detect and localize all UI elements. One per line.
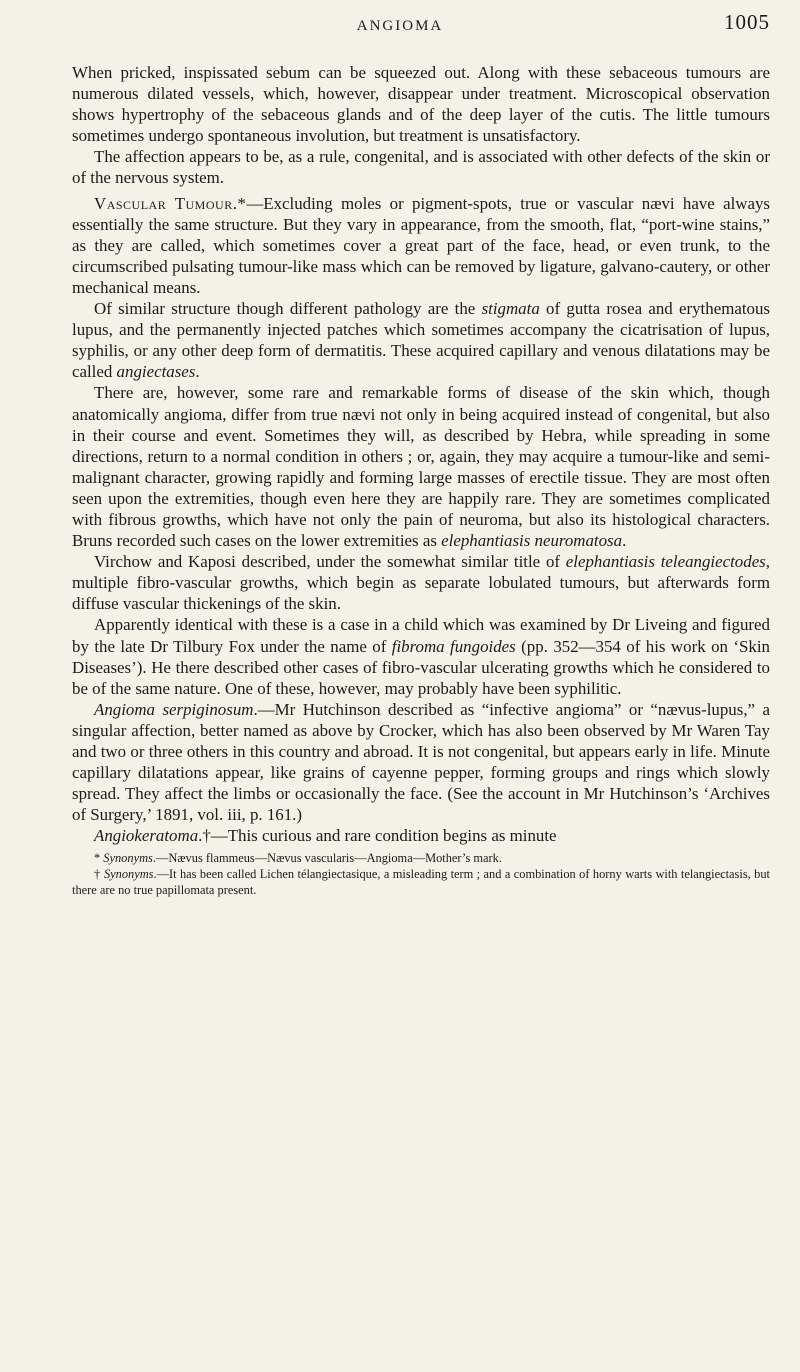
footnote-text: .—Nævus flammeus—Nævus vascularis—Angioma—Mother’s mark.	[152, 851, 502, 866]
page-body	[72, 62, 770, 898]
text-run: (pp. 352—354 of his work on ‘Skin Diseases’). He there described other cases of fibro-vascular ulcerating growths which he considered to be of the same nature. One of these, however, may probably have been syphilitic.	[72, 636, 770, 698]
paragraph	[72, 825, 770, 846]
italic-term: angiectases	[116, 362, 196, 382]
italic-term: fibroma fungoides	[391, 636, 516, 656]
italic-heading: Angiokeratoma	[94, 826, 199, 846]
text-run: .—Mr Hutchinson described as “infective angioma” or “nævus-lupus,” a singular affection, better named as above by Crocker, which has also been observed by Mr Waren Tay and two or three others in this country and abroad. It is not congenital, but appears early in life. Minute capillary dilatations appear, like grains of cayenne pepper, forming groups and rings which slowly spread. They affect the limbs or occasionally the face. (See the account in Mr Hutchinson’s ‘Archives of Surgery,’ 1891, vol. iii, p. 161.)	[72, 699, 770, 825]
text-run: .	[195, 362, 200, 382]
paragraph	[72, 193, 770, 298]
footnotes	[72, 851, 770, 898]
paragraph	[72, 298, 770, 382]
text-run: .	[622, 531, 627, 551]
footnote	[72, 867, 770, 898]
text-run: , multiple fibro-vascular growths, which begin as separate lobulated tumours, but afterwards form diffuse vascular thickenings of the skin.	[72, 552, 770, 614]
paragraph	[72, 699, 770, 826]
italic-term: elephantiasis teleangiectodes	[565, 552, 766, 572]
italic-term: stigmata	[481, 299, 540, 319]
italic-heading: Angioma serpiginosum	[94, 699, 254, 719]
text-run: .†—This curious and rare condition begins as minute	[198, 826, 557, 846]
italic-term: elephantiasis neuromatosa	[441, 531, 623, 551]
text-run: Virchow and Kaposi described, under the somewhat similar title of	[94, 552, 566, 572]
text-run: Of similar structure though different pathology are the	[94, 299, 482, 319]
running-head	[0, 10, 800, 36]
footnote	[72, 851, 770, 867]
paragraph-text: —Excluding moles or pigment-spots, true or vascular nævi have always essentially the same structure. But they vary in appearance, from the smooth, flat, “port-wine stains,” as they are called, which sometimes cover a great part of the face, head, or even trunk, to the circumscribed pulsating tumour-like mass which can be removed by ligature, galvano-cautery, or other mechanical means.	[72, 193, 770, 297]
paragraph: When pricked, inspissated sebum can be squeezed out. Along with these sebaceous tumours are numerous dilated vessels, which, however, disappear under treatment. Microscopical observation shows hypertrophy of the sebaceous glands and of the deep layer of the cutis. The little tumours sometimes undergo spontaneous involution, but treatment is unsatisfactory.	[72, 63, 770, 146]
page-number: 1005	[724, 10, 770, 34]
footnote-label: Synonyms	[103, 867, 154, 882]
footnote-text: .—It has been called Lichen télangiectasique, a misleading term ; and a combination of horny warts with telangiectasis, but there are no true papillomata present.	[72, 867, 770, 897]
footnote-mark: †	[94, 867, 104, 882]
paragraph: The affection appears to be, as a rule, congenital, and is associated with other defects of the skin or of the nervous system.	[72, 147, 770, 188]
paragraph	[72, 382, 770, 551]
paragraph	[72, 614, 770, 698]
footnote-mark: *	[94, 851, 104, 866]
text-run: Apparently identical with these is a case in a child which was examined by Dr Liveing and figured by the late Dr Tilbury Fox under the name of	[72, 615, 770, 656]
section-heading: Vascular Tumour.*	[94, 193, 247, 213]
running-title: ANGIOMA	[356, 18, 444, 34]
paragraph	[72, 551, 770, 614]
footnote-label: Synonyms	[103, 851, 153, 866]
text-run: There are, however, some rare and remarkable forms of disease of the skin which, though anatomically angioma, differ from true nævi not only in being acquired instead of congenital, but also in their course and event. Sometimes they will, as described by Hebra, while spreading in some directions, return to a normal condition in others ; or, again, they may acquire a tumour-like and semi-malignant character, growing rapidly and forming large masses of erectile tissue. They are most often seen upon the extremities, though even here they are happily rare. They are sometimes complicated with fibrous growths, which have not only the pain of neuroma, but also its histological characters. Bruns recorded such cases on the lower extremities as	[72, 383, 770, 551]
text-run: of gutta rosea and erythematous lupus, and the permanently injected patches which sometimes accompany the cicatrisation of lupus, syphilis, or any other deep form of dermatitis. These acquired capillary and venous dilatations may be called	[72, 299, 770, 382]
